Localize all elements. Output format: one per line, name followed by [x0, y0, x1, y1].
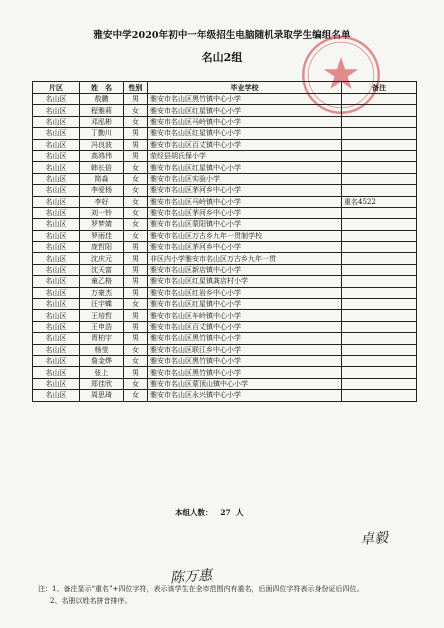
cell-gender: 女: [124, 299, 148, 310]
cell-district: 名山区: [33, 299, 80, 310]
cell-note: [342, 128, 417, 139]
cell-name: 庞哲阳: [80, 242, 124, 253]
group-title: 名山2组: [201, 51, 243, 64]
cell-name: 高鸿伟: [80, 150, 124, 161]
cell-school: 雅安市名山区黑竹镇中心小学: [148, 355, 342, 366]
cell-district: 名山区: [33, 367, 80, 378]
cell-school: 雅安市名山区实验小学: [148, 173, 342, 184]
cell-district: 名山区: [33, 390, 80, 401]
table-row: [33, 128, 417, 139]
cell-note: [342, 162, 417, 173]
cell-note: [342, 310, 417, 321]
cell-gender: 男: [124, 321, 148, 332]
cell-note: [342, 367, 417, 378]
footnote-2: 2、名册以姓名拼音排序。: [50, 597, 132, 605]
cell-note: [342, 355, 417, 366]
cell-note: [342, 105, 417, 116]
cell-note: [342, 299, 417, 310]
cell-gender: 男: [124, 276, 148, 287]
cell-district: 名山区: [33, 355, 80, 366]
total-value: 27: [220, 508, 231, 517]
cell-district: 名山区: [33, 116, 80, 127]
cell-gender: 女: [124, 196, 148, 207]
cell-name: 韩长倍: [80, 162, 124, 173]
cell-gender: 女: [124, 162, 148, 173]
cell-gender: 男: [124, 367, 148, 378]
cell-district: 名山区: [33, 333, 80, 344]
cell-name: 詹金烨: [80, 355, 124, 366]
cell-gender: 女: [124, 390, 148, 401]
cell-name: 程雅莉: [80, 105, 124, 116]
cell-note: [342, 116, 417, 127]
cell-district: 名山区: [33, 94, 80, 105]
cell-district: 名山区: [33, 253, 80, 264]
cell-gender: 男: [124, 253, 148, 264]
footnote-1: 注：1、备注显示“重名”+四位字符，表示该学生在全市范围内有重名，后面四位字符表示身份证后四位。: [38, 585, 364, 593]
signature-2: 陈万惠: [169, 567, 213, 587]
cell-note: [342, 344, 417, 355]
cell-note: [342, 185, 417, 196]
cell-school: 雅安市名山区黑竹镇中心小学: [148, 94, 342, 105]
cell-district: 名山区: [33, 310, 80, 321]
cell-note: [342, 390, 417, 401]
cell-note: [342, 230, 417, 241]
total-label: 本组人数：: [175, 508, 213, 517]
group-total: [175, 507, 244, 518]
cell-school: 雅安市名山区红星镇中心小学: [148, 299, 342, 310]
cell-school: 雅安市名山区黑竹镇中心小学: [148, 367, 342, 378]
table-row: [33, 355, 417, 366]
cell-name: 丁勤川: [80, 128, 124, 139]
cell-note: [342, 321, 417, 332]
cell-name: 李爱杨: [80, 185, 124, 196]
table-row: [33, 219, 417, 230]
cell-name: 童乙格: [80, 276, 124, 287]
cell-district: 名山区: [33, 162, 80, 173]
cell-district: 名山区: [33, 230, 80, 241]
cell-district: 名山区: [33, 242, 80, 253]
cell-school: 雅安市名山区万古乡九年一贯制学校: [148, 230, 342, 241]
cell-name: 邓泓彬: [80, 116, 124, 127]
cell-district: 名山区: [33, 321, 80, 332]
cell-district: 名山区: [33, 344, 80, 355]
cell-gender: 男: [124, 264, 148, 275]
cell-name: 简淼: [80, 173, 124, 184]
table-row: [33, 94, 417, 105]
cell-name: 胥柏宇: [80, 333, 124, 344]
cell-name: 沈天富: [80, 264, 124, 275]
cell-district: 名山区: [33, 264, 80, 275]
cell-name: 周思琦: [80, 390, 124, 401]
cell-district: 名山区: [33, 185, 80, 196]
cell-note: [342, 150, 417, 161]
cell-school: 雅安市名山区红星镇中心小学: [148, 105, 342, 116]
cell-school: 雅安市名山区蒙阳镇中心小学: [148, 219, 342, 230]
cell-note: [342, 253, 417, 264]
signature-1: 卓毅: [359, 530, 389, 548]
cell-note: [342, 333, 417, 344]
table-row: [33, 264, 417, 275]
cell-note: [342, 207, 417, 218]
table-row: [33, 367, 417, 378]
cell-gender: 女: [124, 116, 148, 127]
total-unit: 人: [236, 508, 244, 517]
cell-gender: 女: [124, 105, 148, 116]
table-row: [33, 162, 417, 173]
header-note: 备注: [342, 82, 417, 94]
cell-name: 万豪杰: [80, 287, 124, 298]
table-row: [33, 344, 417, 355]
cell-school: 雅安市名山区新店镇中心小学: [148, 264, 342, 275]
table-row: [33, 321, 417, 332]
cell-gender: 男: [124, 333, 148, 344]
cell-gender: 女: [124, 230, 148, 241]
cell-district: 名山区: [33, 173, 80, 184]
cell-note: [342, 242, 417, 253]
page-title: 雅安中学2020年初中一年级招生电脑随机录取学生编组名单: [93, 30, 351, 41]
cell-school: 非区内小学雅安市名山区万古乡九年一贯: [148, 253, 342, 264]
cell-district: 名山区: [33, 219, 80, 230]
cell-gender: 女: [124, 355, 148, 366]
cell-school: 雅安市名山区红岩乡中心小学: [148, 287, 342, 298]
cell-school: 雅安市名山区红星镇龚店村小学: [148, 276, 342, 287]
table-row: [33, 378, 417, 389]
cell-note: [342, 173, 417, 184]
cell-school: 雅安市名山区红星镇中心小学: [148, 162, 342, 173]
cell-district: 名山区: [33, 150, 80, 161]
cell-name: 沈庆元: [80, 253, 124, 264]
cell-school: 雅安市名山区蒙顶山镇中心小学: [148, 378, 342, 389]
cell-school: 雅安市名山区红星镇中心小学: [148, 128, 342, 139]
cell-name: 张上: [80, 367, 124, 378]
cell-name: 王申浩: [80, 321, 124, 332]
cell-school: 雅安市名山区永兴镇中心小学: [148, 390, 342, 401]
cell-school: 雅安市名山区百丈镇中心小学: [148, 321, 342, 332]
cell-name: 李好: [80, 196, 124, 207]
table-row: [33, 185, 417, 196]
table-row: [33, 299, 417, 310]
table-row: [33, 333, 417, 344]
cell-district: 名山区: [33, 128, 80, 139]
header-gender: 性别: [124, 82, 148, 94]
cell-school: 雅安市名山区茅河乡中心小学: [148, 185, 342, 196]
cell-district: 名山区: [33, 287, 80, 298]
cell-gender: 女: [124, 207, 148, 218]
cell-gender: 女: [124, 378, 148, 389]
table-row: [33, 196, 417, 207]
cell-note: [342, 264, 417, 275]
table-row: [33, 390, 417, 401]
cell-gender: 女: [124, 173, 148, 184]
table-row: [33, 173, 417, 184]
cell-name: 敖鹏: [80, 94, 124, 105]
cell-name: 冯良波: [80, 139, 124, 150]
cell-school: 雅安市名山区茅河乡中心小学: [148, 242, 342, 253]
table-row: [33, 253, 417, 264]
cell-district: 名山区: [33, 378, 80, 389]
cell-district: 名山区: [33, 207, 80, 218]
cell-gender: 女: [124, 185, 148, 196]
table-row: [33, 139, 417, 150]
cell-gender: 男: [124, 287, 148, 298]
table-row: [33, 105, 417, 116]
table-row: [33, 230, 417, 241]
cell-name: 王培哲: [80, 310, 124, 321]
cell-name: 罗雨佳: [80, 230, 124, 241]
cell-school: 雅安市名山区联江乡中心小学: [148, 344, 342, 355]
cell-gender: 男: [124, 94, 148, 105]
cell-name: 杨莹: [80, 344, 124, 355]
cell-gender: 男: [124, 310, 148, 321]
table-row: [33, 150, 417, 161]
header-name: 姓 名: [80, 82, 124, 94]
table-row: [33, 242, 417, 253]
header-district: 片区: [33, 82, 80, 94]
table-row: [33, 276, 417, 287]
cell-gender: 女: [124, 219, 148, 230]
cell-school: 雅安市名山区黑竹镇中心小学: [148, 333, 342, 344]
cell-district: 名山区: [33, 196, 80, 207]
cell-note: [342, 139, 417, 150]
table-header-row: [33, 82, 417, 94]
roster-table: [32, 81, 417, 402]
footnotes: [38, 583, 438, 607]
cell-gender: 男: [124, 242, 148, 253]
table-row: [33, 287, 417, 298]
cell-note: 重名4522: [342, 196, 417, 207]
roster-body: [33, 94, 417, 402]
cell-gender: 女: [124, 344, 148, 355]
cell-school: 荥经县胡氏保小学: [148, 150, 342, 161]
cell-gender: 男: [124, 128, 148, 139]
header-school: 毕业学校: [148, 82, 342, 94]
cell-name: 刘一铃: [80, 207, 124, 218]
cell-note: [342, 219, 417, 230]
table-row: [33, 207, 417, 218]
cell-gender: 男: [124, 139, 148, 150]
cell-school: 雅安市名山区茅河乡中心小学: [148, 207, 342, 218]
cell-note: [342, 378, 417, 389]
cell-school: 雅安市名山区马岭镇中心小学: [148, 196, 342, 207]
cell-name: 汪宇蝶: [80, 299, 124, 310]
cell-note: [342, 287, 417, 298]
cell-district: 名山区: [33, 139, 80, 150]
cell-name: 罗梦婧: [80, 219, 124, 230]
cell-name: 郑佳欣: [80, 378, 124, 389]
table-row: [33, 116, 417, 127]
cell-district: 名山区: [33, 105, 80, 116]
table-row: [33, 310, 417, 321]
cell-school: 雅安市名山区马岭镇中心小学: [148, 116, 342, 127]
cell-note: [342, 276, 417, 287]
cell-note: [342, 94, 417, 105]
cell-gender: 男: [124, 150, 148, 161]
cell-district: 名山区: [33, 276, 80, 287]
cell-school: 雅安市名山区百丈镇中心小学: [148, 139, 342, 150]
cell-school: 雅安市名山区车岭镇中心小学: [148, 310, 342, 321]
